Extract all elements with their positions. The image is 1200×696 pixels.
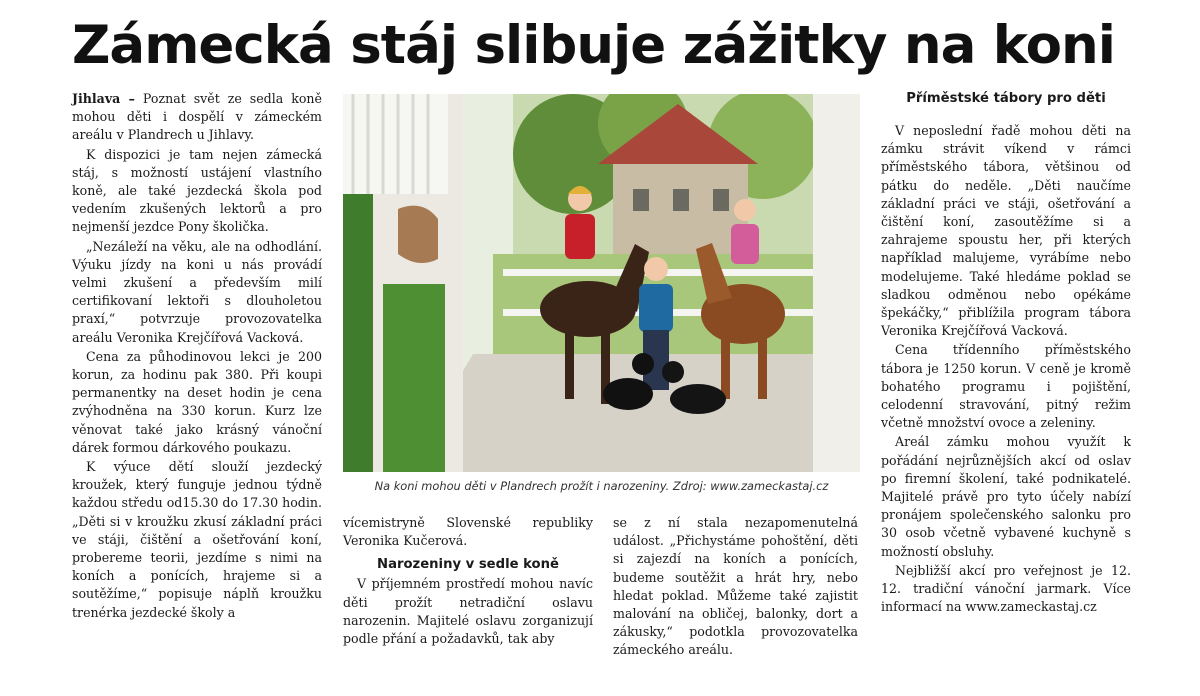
paragraph-intro: [72, 90, 322, 145]
paragraph: „Nezáleží na věku, ale na odhodlání. Výuku jízdy na koni u nás provádí velmi zkušení a především milí certifikovaní lektoři s dlouholetou praxí,“ potvrzuje provozovatelka areálu Veronika Krejčířová Vacková.: [72, 238, 322, 345]
paragraph: se z ní stala nezapomenutelná událost. „Přichystáme pohoštění, děti si zajezdí na koních a ponících, budeme soutěžit a hrát hry, nebo hledat poklad. Můžeme také zajistit malování na obličej, balonky, dort a zákusky,“ podotkla provozovatelka zámeckého areálu.: [613, 515, 858, 658]
pony-leg: [721, 329, 730, 399]
house-window: [633, 189, 649, 211]
child-red-jacket: [565, 214, 595, 259]
paragraph: K dispozici je tam nejen zámecká stáj, s možností ustájení vlastního koně, ale také jezdecká škola pod vedením zkušených lektorů a pro nejmenší jezdce Pony školička.: [72, 146, 322, 235]
subheading-birthday: Narozeniny v sedle koně: [377, 557, 559, 573]
stall-door: [383, 284, 445, 472]
pony-leg: [758, 329, 767, 399]
child-blue-jacket: [639, 284, 673, 332]
horse-leg: [565, 324, 574, 399]
house-wall: [613, 164, 748, 259]
paragraph: Nejbližší akcí pro veřejnost je 12. 12. tradiční vánoční jarmark. Více informací na www.zameckastaj.cz: [881, 562, 1131, 615]
stable-floor: [403, 354, 860, 472]
fence-rail: [503, 269, 860, 276]
paragraph: vícemistryně Slovenské republiky Veronika Kučerová.: [343, 515, 593, 549]
house-window: [713, 189, 729, 211]
article-column-1: [72, 90, 322, 623]
article-column-2: [343, 514, 593, 649]
article-photo: [343, 94, 860, 472]
paragraph: V neposlední řadě mohou děti na zámku strávit víkend v rámci příměstského tábora, většinou od pátku do neděle. „Děti naučíme základní práci ve stáji, ošetřování a čištění koní, zasoutěžíme si a zahrajeme spoustu her, při kterých například malujeme, vyrábíme nebo modelujeme. Také hledáme poklad se sladkou odměnou nebo opékáme špekáčky,“ přiblížila program tábora Veronika Krejčířová Vacková.: [881, 123, 1131, 339]
saddle-icon: [398, 206, 438, 263]
subheading-camps: Příměstské tábory pro děti: [906, 91, 1106, 106]
paragraph: Cena za půhodinovou lekci je 200 korun, za hodinu pak 380. Při koupi permanentky na deset hodin je cena zvýhodněna na 330 korun. Kurz lze věnovat také jako krásný vánoční dárek formou dárkového poukazu.: [72, 348, 322, 455]
dog-head: [632, 353, 654, 375]
paragraph: Cena třídenního příměstského tábora je 1250 korun. V ceně je kromě bohatého programu i pojištění, celodenní stravování, pitný režim včetně množství ovoce a zeleniny.: [881, 342, 1131, 431]
dateline: Jihlava –: [72, 91, 135, 106]
paragraph: V příjemném prostředí mohou navíc děti prožít netradiční oslavu narozenin. Majitelé oslavu zorganizují podle přání a požadavků, tak aby: [343, 576, 593, 647]
article-column-3: [613, 514, 858, 661]
child-pink-jacket: [731, 224, 759, 264]
paragraph: K výuce dětí slouží jezdecký kroužek, který funguje jednou týdně každou středu od15.30 do 17.30 hodin. „Děti si v kroužku zkusí základní práci ve stáji, čištění a ošetřování koní, probereme teorii, jezdíme s nimi na koních a ponících, hrajeme si a soutěžíme,“ popisuje náplň kroužku trenérka jezdecké školy a: [72, 459, 323, 620]
stable-pillar: [813, 94, 860, 472]
child-head: [644, 257, 668, 281]
photo-caption: Na koni mohou děti v Plandrech prožít i narozeniny. Zdroj: www.zameckastaj.cz: [374, 479, 829, 493]
photo-illustration: [343, 94, 860, 472]
stall-door: [343, 194, 373, 472]
dog-head: [662, 361, 684, 383]
intro-text: Poznat svět ze sedla koně mohou děti i dospělí v zámeckém areálu v Plandrech u Jihlavy.: [72, 91, 322, 143]
black-dog: [670, 384, 726, 414]
child-head: [734, 199, 756, 221]
black-dog: [603, 378, 653, 410]
house-window: [673, 189, 689, 211]
paragraph: Areál zámku mohou využít k pořádání nejrůznějších akcí od oslav po firemní školení, také podnikatelé. Majitelé právě pro tyto účely nabízí pronájem společenského salonku pro 30 osob včetně vybavené kuchyně s možností obsluhy.: [881, 434, 1131, 559]
stall-bars: [343, 94, 448, 194]
headline: Zámecká stáj slibuje zážitky na koni: [72, 15, 1115, 76]
article-column-4: [881, 90, 1131, 617]
